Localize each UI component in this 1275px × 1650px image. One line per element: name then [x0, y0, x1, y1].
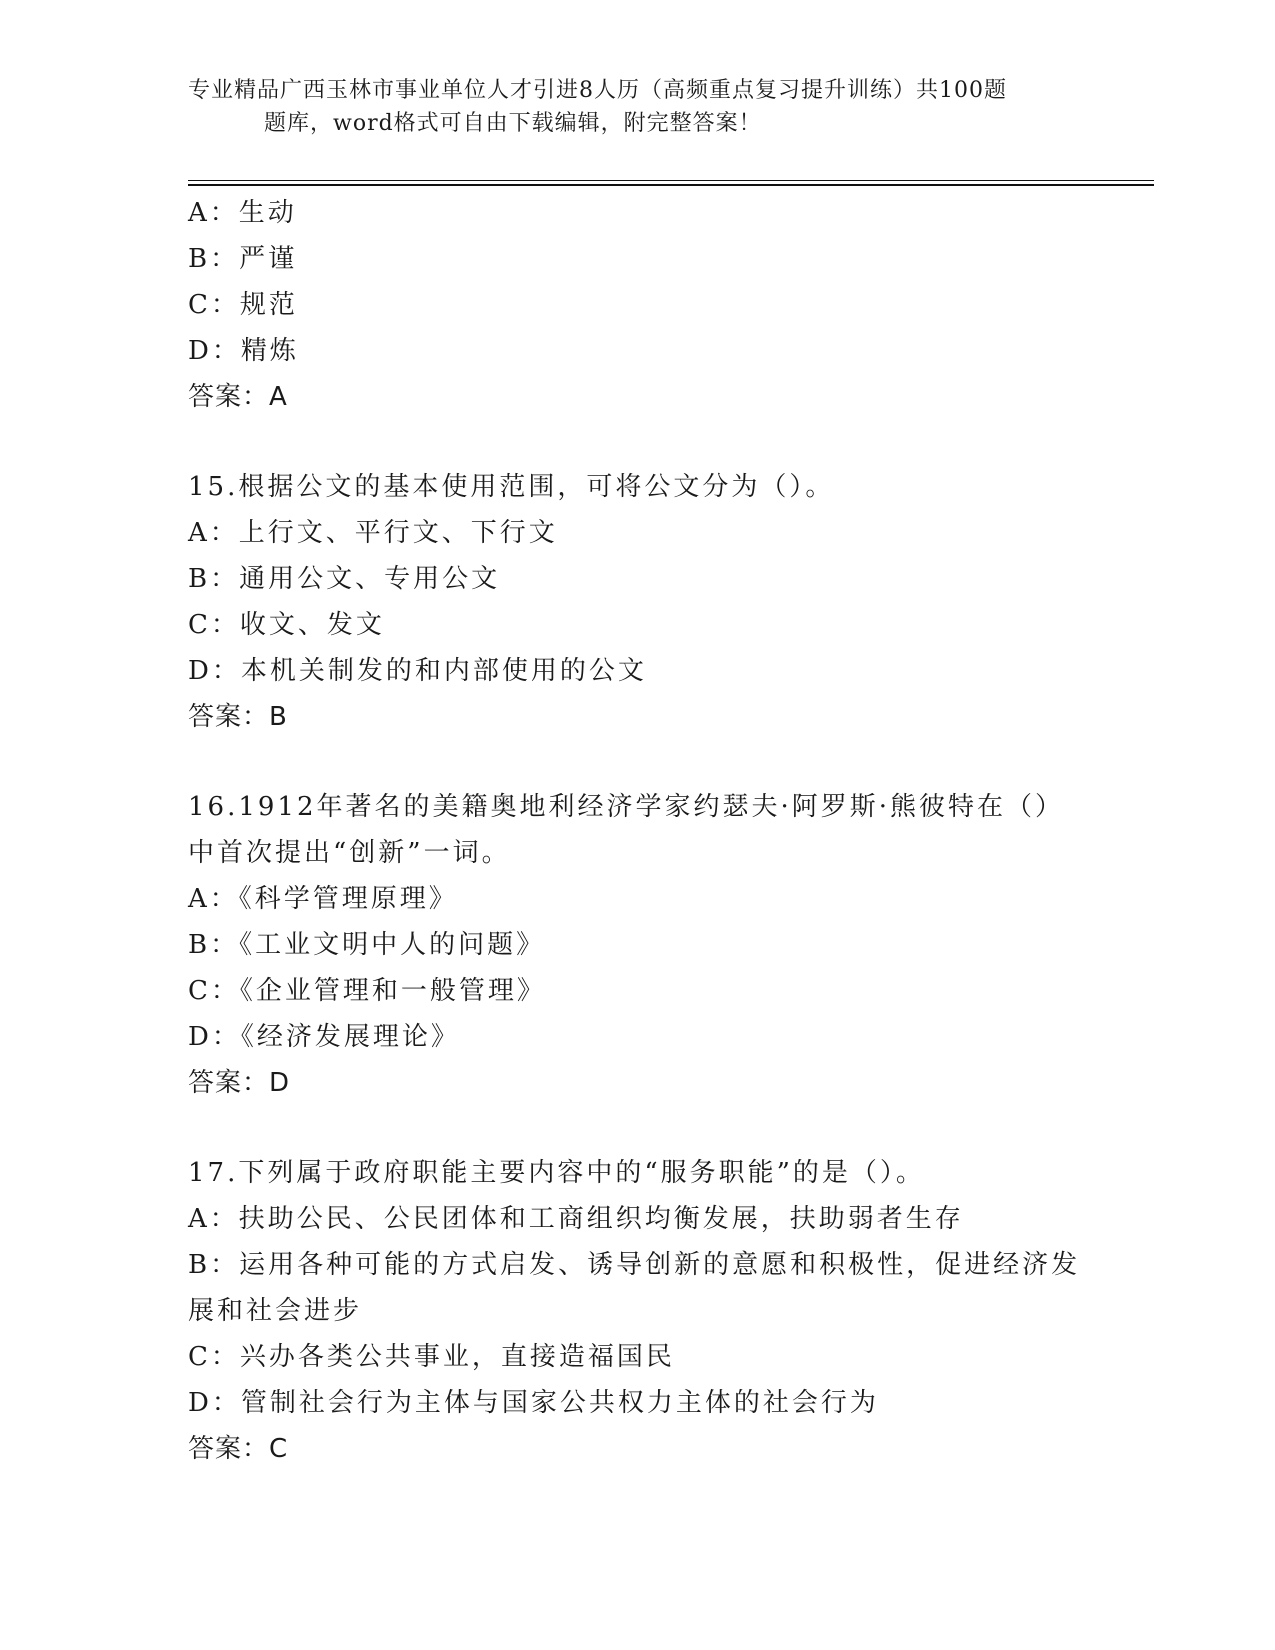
option-a: A：扶助公民、公民团体和工商组织均衡发展，扶助弱者生存 — [188, 1204, 964, 1234]
option-d: D：《经济发展理论》 — [188, 1022, 460, 1052]
document-body — [188, 190, 1088, 1472]
header-line-1: 专业精品广西玉林市事业单位人才引进8人历（高频重点复习提升训练）共100题 — [188, 78, 1007, 103]
option-c: C：兴办各类公共事业，直接造福国民 — [188, 1342, 675, 1372]
option-d: D：精炼 — [188, 336, 299, 366]
option-a: A：上行文、平行文、下行文 — [188, 518, 558, 548]
option-d: D：管制社会行为主体与国家公共权力主体的社会行为 — [188, 1388, 879, 1418]
option-b: B：严谨 — [188, 244, 298, 274]
option-c: C：规范 — [188, 290, 298, 320]
question-stem: 15.根据公文的基本使用范围，可将公文分为（）。 — [188, 472, 835, 502]
question-16 — [188, 784, 1088, 1106]
option-a: A：生动 — [188, 198, 297, 228]
option-b: B：《工业文明中人的问题》 — [188, 930, 546, 960]
option-d: D：本机关制发的和内部使用的公文 — [188, 656, 647, 686]
option-c: C：收文、发文 — [188, 610, 385, 640]
answer-line: 答案：A — [188, 382, 288, 412]
question-stem-line-2: 中首次提出“创新”一词。 — [188, 838, 511, 868]
question-stem-line-1: 16.1912年著名的美籍奥地利经济学家约瑟夫·阿罗斯·熊彼特在（） — [188, 792, 1065, 822]
header-line-2: 题库，word格式可自由下载编辑，附完整答案！ — [264, 111, 762, 136]
document-header — [188, 74, 1108, 140]
answer-line: 答案：B — [188, 702, 288, 732]
option-b: B：运用各种可能的方式启发、诱导创新的意愿和积极性，促进经济发 — [188, 1250, 1081, 1280]
option-c: C：《企业管理和一般管理》 — [188, 976, 546, 1006]
header-divider-thin — [188, 180, 1154, 181]
question-15 — [188, 464, 1088, 740]
answer-line: 答案：D — [188, 1068, 291, 1098]
option-a: A：《科学管理原理》 — [188, 884, 458, 914]
answer-line: 答案：C — [188, 1434, 289, 1464]
question-17 — [188, 1150, 1088, 1472]
header-divider-thick — [188, 184, 1154, 186]
question-stem: 17.下列属于政府职能主要内容中的“服务职能”的是（）。 — [188, 1158, 925, 1188]
option-b-continued: 展和社会进步 — [188, 1296, 363, 1326]
option-b: B：通用公文、专用公文 — [188, 564, 501, 594]
question-14-continued — [188, 190, 1088, 420]
